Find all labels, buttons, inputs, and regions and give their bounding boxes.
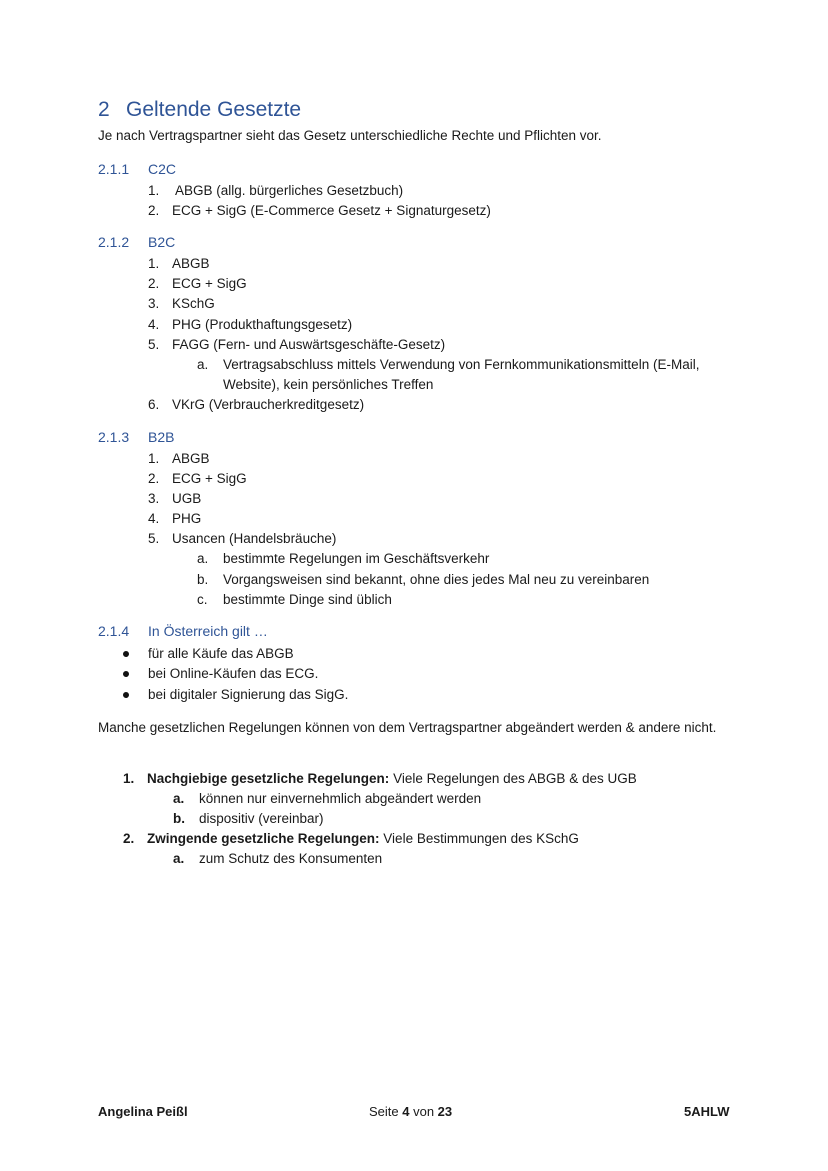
subsection-heading-b2c: 2.1.2 B2C bbox=[98, 234, 176, 250]
footer-author: Angelina Peißl bbox=[98, 1104, 188, 1119]
list-item: 1. ABGB bbox=[148, 256, 210, 271]
list-item: 5. Usancen (Handelsbräuche) bbox=[148, 531, 337, 546]
list-item: 1. ABGB (allg. bürgerliches Gesetzbuch) bbox=[148, 183, 404, 198]
bullet-item: bei digitaler Signierung das SigG. bbox=[148, 687, 349, 702]
rule-sub-item: a. zum Schutz des Konsumenten bbox=[173, 851, 383, 866]
list-item: 2. ECG + SigG bbox=[148, 471, 247, 486]
subsection-heading-c2c: 2.1.1 C2C bbox=[98, 161, 177, 177]
subsection-heading-at: 2.1.4 In Österreich gilt … bbox=[98, 623, 268, 639]
bullet-item: für alle Käufe das ABGB bbox=[148, 646, 294, 661]
rule-sub-item: a. können nur einvernehmlich abgeändert werden bbox=[173, 791, 482, 806]
sub-list-item: a. Vertragsabschluss mittels Verwendung von Fernkommunikationsmitteln (E-Mail, bbox=[197, 357, 700, 372]
list-item: 3. UGB bbox=[148, 491, 202, 506]
list-item: 2. ECG + SigG (E-Commerce Gesetz + Signaturgesetz) bbox=[148, 203, 491, 218]
section-number: 2 bbox=[98, 98, 110, 121]
list-item: 5. FAGG (Fern- und Auswärtsgeschäfte-Gesetz) bbox=[148, 337, 446, 352]
body-paragraph: Manche gesetzlichen Regelungen können von dem Vertragspartner abgeändert werden & andere nicht. bbox=[98, 720, 717, 735]
list-item: 6. VKrG (Verbraucherkreditgesetz) bbox=[148, 397, 365, 412]
intro-text: Je nach Vertragspartner sieht das Gesetz unterschiedliche Rechte und Pflichten vor. bbox=[98, 128, 602, 143]
bullet-icon bbox=[123, 651, 129, 657]
sub-list-item-continuation: Website), kein persönliches Treffen bbox=[223, 377, 434, 392]
list-item: 4. PHG (Produkthaftungsgesetz) bbox=[148, 317, 353, 332]
sub-list-item: c. bestimmte Dinge sind üblich bbox=[197, 592, 392, 607]
rule-item: 2. Zwingende gesetzliche Regelungen: Viele Bestimmungen des KSchG bbox=[123, 831, 579, 846]
rule-item: 1. Nachgiebige gesetzliche Regelungen: Viele Regelungen des ABGB & des UGB bbox=[123, 771, 637, 786]
sub-list-item: b. Vorgangsweisen sind bekannt, ohne dies jedes Mal neu zu vereinbaren bbox=[197, 572, 650, 587]
list-item: 3. KSchG bbox=[148, 296, 215, 311]
bullet-icon bbox=[123, 692, 129, 698]
bullet-icon bbox=[123, 671, 129, 677]
sub-list-item: a. bestimmte Regelungen im Geschäftsverkehr bbox=[197, 551, 490, 566]
subsection-heading-b2b: 2.1.3 B2B bbox=[98, 429, 175, 445]
list-item: 1. ABGB bbox=[148, 451, 210, 466]
footer-page-number: Seite 4 von 23 bbox=[369, 1104, 453, 1119]
section-heading bbox=[98, 98, 301, 122]
footer-class: 5AHLW bbox=[684, 1104, 730, 1119]
list-item: 4. PHG bbox=[148, 511, 202, 526]
rule-sub-item: b. dispositiv (vereinbar) bbox=[173, 811, 324, 826]
bullet-item: bei Online-Käufen das ECG. bbox=[148, 666, 319, 681]
list-item: 2. ECG + SigG bbox=[148, 276, 247, 291]
section-title: Geltende Gesetzte bbox=[126, 98, 302, 121]
